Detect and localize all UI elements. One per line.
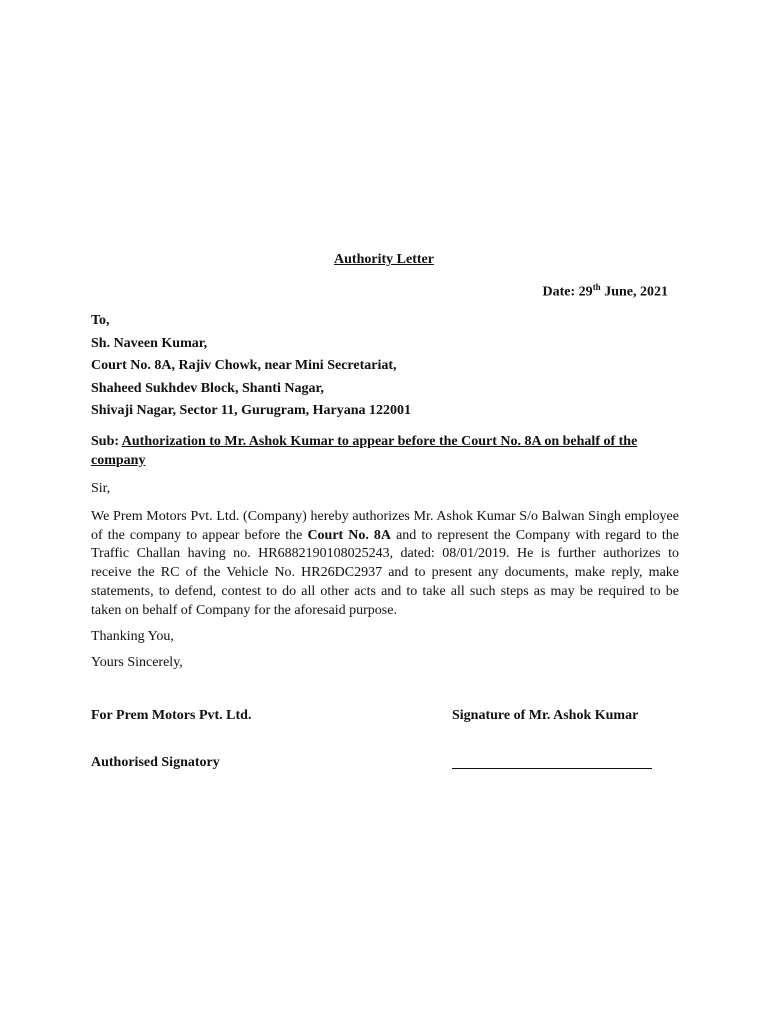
- letter-date: [543, 282, 668, 301]
- date-suffix: June, 2021: [600, 284, 668, 300]
- body-text-part2: and to represent the Company with regard to the Traffic Challan having no. HR6882190108025243, dated: 08/01/2019. He is further authorizes to receive the RC of the Vehicle No. HR26DC2937 and to present any documents, make reply, make statements, to defend, contest to do all other acts and to take all such steps as may be required to be taken on behalf of Company for the aforesaid purpose.: [91, 527, 680, 618]
- recipient-address: [91, 310, 411, 423]
- letter-title: Authority Letter: [334, 252, 434, 267]
- subject-text: Authorization to Mr. Ashok Kumar to appear before the Court No. 8A on behalf of the company: [91, 434, 638, 468]
- company-name: For Prem Motors Pvt. Ltd.: [91, 708, 252, 723]
- subject-label: Sub:: [91, 434, 120, 449]
- body-paragraph: [91, 508, 679, 620]
- subject-line: [91, 432, 679, 470]
- closing-thanks: Thanking You,: [91, 629, 174, 644]
- closing-sincerely: Yours Sincerely,: [91, 655, 183, 670]
- address-line: Shaheed Sukhdev Block, Shanti Nagar,: [91, 380, 324, 396]
- body-court-number: Court No. 8A: [307, 527, 392, 543]
- date-ordinal: th: [592, 282, 601, 292]
- signature-line: [452, 768, 652, 769]
- date-prefix: Date: 29: [542, 284, 593, 300]
- salutation: Sir,: [91, 481, 111, 496]
- authorised-signatory: Authorised Signatory: [91, 755, 220, 770]
- address-line: Sh. Naveen Kumar,: [91, 335, 208, 351]
- signature-label: Signature of Mr. Ashok Kumar: [452, 708, 639, 723]
- address-line: To,: [91, 313, 110, 328]
- address-line: Court No. 8A, Rajiv Chowk, near Mini Secretariat,: [91, 358, 397, 374]
- address-line: Shivaji Nagar, Sector 11, Gurugram, Haryana 122001: [91, 403, 412, 419]
- body-text-part1: We Prem Motors Pvt. Ltd. (Company) hereby authorizes Mr. Ashok Kumar S/o Balwan Singh employee of the company to appear before the: [91, 509, 679, 543]
